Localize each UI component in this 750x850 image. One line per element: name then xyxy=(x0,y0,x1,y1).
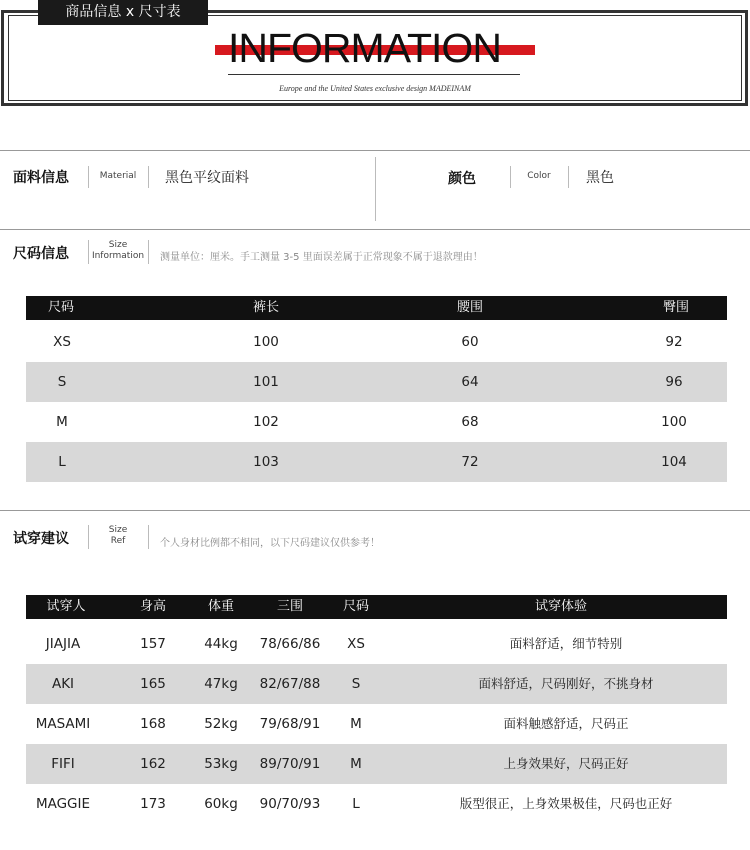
fit-advice-en xyxy=(94,525,142,547)
size-col-header: 腰围 xyxy=(456,300,483,315)
size-cell: XS xyxy=(53,334,71,350)
fit-advice-title: 试穿建议 xyxy=(13,531,69,547)
fit-col-header: 试穿人 xyxy=(46,599,86,614)
fit-cell: L xyxy=(352,796,360,812)
size-cell: 100 xyxy=(661,414,687,430)
fit-cell: 版型很正，上身效果极佳，尺码也正好 xyxy=(459,796,673,811)
separator xyxy=(510,166,511,188)
separator xyxy=(148,166,149,188)
fit-cell: 53kg xyxy=(204,756,238,772)
fit-cell: 78/66/86 xyxy=(259,636,321,652)
fit-cell: 60kg xyxy=(204,796,238,812)
fit-cell: 157 xyxy=(140,636,166,652)
fit-cell: FIFI xyxy=(51,756,75,772)
material-en: Material xyxy=(99,171,137,181)
fit-cell: 79/68/91 xyxy=(259,716,321,732)
color-en: Color xyxy=(527,171,551,181)
fit-col-header: 三围 xyxy=(276,599,303,614)
fit-col-header: 身高 xyxy=(139,599,166,614)
size-cell: 104 xyxy=(661,454,687,470)
divider xyxy=(0,510,750,511)
title-underline xyxy=(228,74,520,75)
fit-cell: 52kg xyxy=(204,716,238,732)
fit-cell: 82/67/88 xyxy=(259,676,321,692)
size-cell: 68 xyxy=(461,414,479,430)
fit-cell: 面料舒适，细节特别 xyxy=(509,636,623,651)
size-cell: 72 xyxy=(461,454,479,470)
color-value: 黑色 xyxy=(586,170,614,186)
fit-col-header: 尺码 xyxy=(342,599,369,614)
fit-cell: 173 xyxy=(140,796,166,812)
table-row xyxy=(26,744,727,784)
table-row xyxy=(26,402,727,442)
fit-cell: 165 xyxy=(140,676,166,692)
header-tab: 商品信息 x 尺寸表 xyxy=(38,0,208,25)
fit-cell: MAGGIE xyxy=(35,796,91,812)
fit-col-header: 体重 xyxy=(207,599,234,614)
size-cell: 100 xyxy=(253,334,279,350)
size-cell: 96 xyxy=(665,374,683,390)
fit-cell: 168 xyxy=(140,716,166,732)
fit-advice-note: 个人身材比例都不相同，以下尺码建议仅供参考！ xyxy=(160,538,380,549)
size-cell: S xyxy=(57,374,67,390)
size-cell: 101 xyxy=(253,374,279,390)
separator xyxy=(88,166,89,188)
size-info-en-line2: Information xyxy=(91,251,145,261)
size-cell: L xyxy=(58,454,66,470)
fit-advice-en-line2: Ref xyxy=(110,536,126,546)
table-row xyxy=(26,704,727,744)
fit-cell: M xyxy=(350,716,362,732)
color-title: 颜色 xyxy=(448,171,476,187)
size-cell: 103 xyxy=(253,454,279,470)
size-info-note: 测量单位：厘米。手工测量 3-5 里面误差属于正常现象不属于退款理由！ xyxy=(160,252,483,263)
table-row xyxy=(26,664,727,704)
fit-cell: 面料舒适，尺码刚好，不挑身材 xyxy=(478,676,654,691)
size-info-en xyxy=(90,240,146,262)
fit-cell: 162 xyxy=(140,756,166,772)
separator xyxy=(375,157,376,221)
size-table-header xyxy=(26,296,727,320)
fit-cell: 上身效果好，尺码正好 xyxy=(503,756,629,771)
divider xyxy=(0,150,750,151)
fit-cell: M xyxy=(350,756,362,772)
fit-cell: MASAMI xyxy=(35,716,91,732)
fit-cell: AKI xyxy=(51,676,75,692)
table-row xyxy=(26,362,727,402)
size-cell: 102 xyxy=(253,414,279,430)
separator xyxy=(88,240,89,264)
table-row xyxy=(26,784,727,824)
fit-cell: 89/70/91 xyxy=(259,756,321,772)
fit-cell: 47kg xyxy=(204,676,238,692)
separator xyxy=(568,166,569,188)
fit-cell: JIAJIA xyxy=(45,636,81,652)
separator xyxy=(148,525,149,549)
page-title: INFORMATION xyxy=(228,25,501,71)
fit-advice-en-line1: Size xyxy=(108,525,128,535)
size-cell: 64 xyxy=(461,374,479,390)
size-info-title: 尺码信息 xyxy=(13,246,69,262)
fit-cell: 90/70/93 xyxy=(259,796,321,812)
fit-table-header xyxy=(26,595,727,619)
table-row xyxy=(26,322,727,362)
size-cell: 60 xyxy=(461,334,479,350)
size-info-en-line1: Size xyxy=(108,240,128,250)
fit-cell: 44kg xyxy=(204,636,238,652)
material-title: 面料信息 xyxy=(13,170,69,186)
size-cell: 92 xyxy=(665,334,683,350)
separator xyxy=(148,240,149,264)
material-value: 黑色平纹面料 xyxy=(165,170,249,186)
size-col-header: 裤长 xyxy=(252,300,279,315)
fit-cell: 面料触感舒适，尺码正 xyxy=(503,716,629,731)
divider xyxy=(0,229,750,230)
fit-cell: S xyxy=(351,676,361,692)
separator xyxy=(88,525,89,549)
size-col-header: 臀围 xyxy=(662,300,689,315)
table-row xyxy=(26,624,727,664)
table-row xyxy=(26,442,727,482)
size-cell: M xyxy=(56,414,68,430)
fit-cell: XS xyxy=(347,636,365,652)
fit-col-header: 试穿体验 xyxy=(534,599,587,614)
size-col-header: 尺码 xyxy=(47,300,74,315)
page-subtitle: Europe and the United States exclusive design MADEINAM xyxy=(279,84,471,93)
